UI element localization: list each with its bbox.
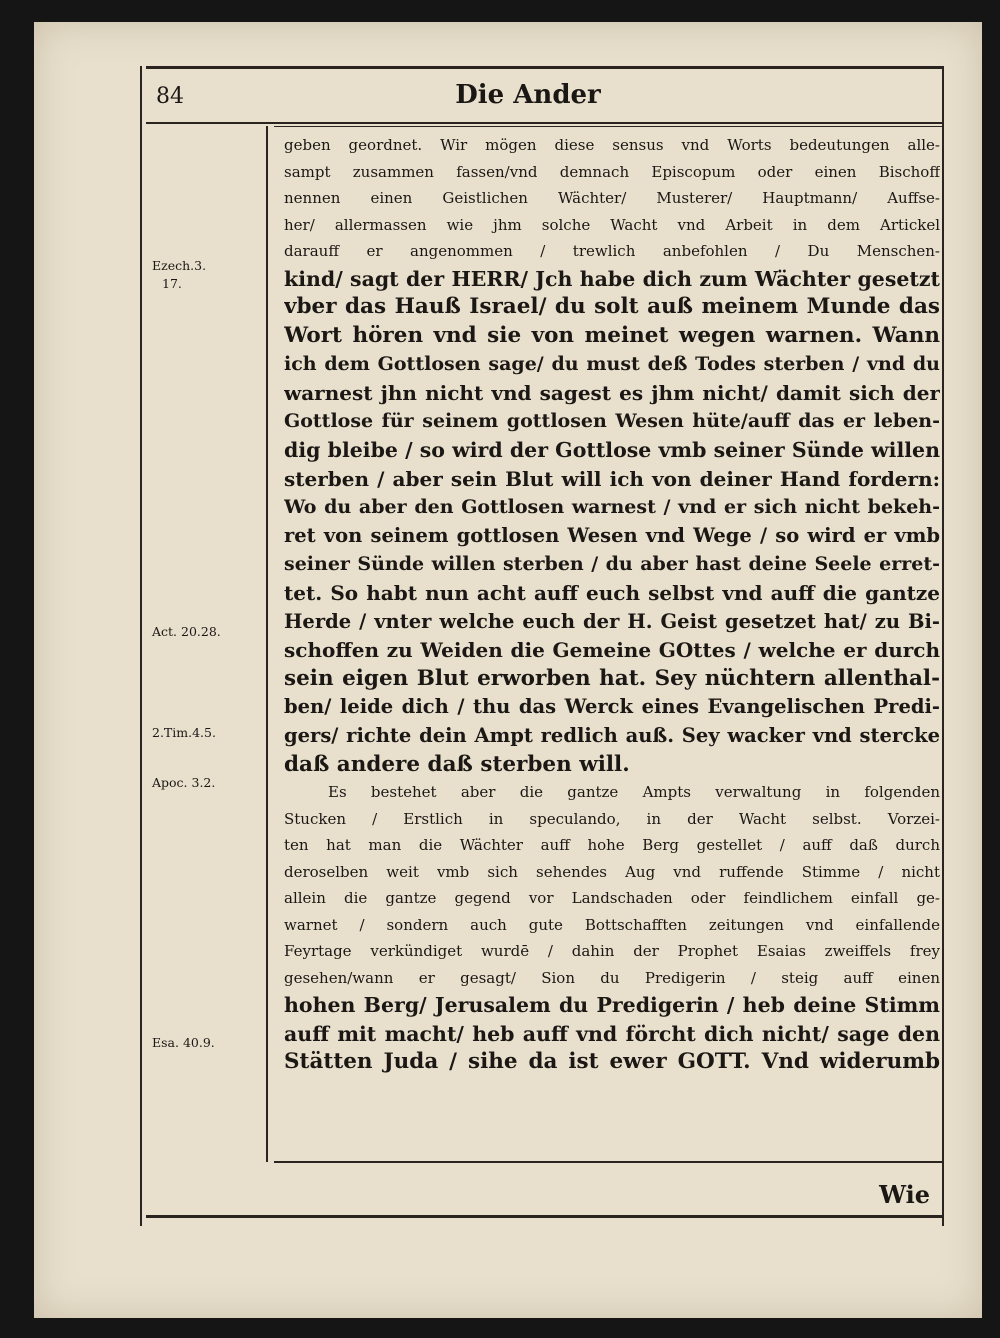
text-line: deroselben weit vmb sich sehendes Aug vnd ruffende Stimme / nicht [284, 862, 940, 881]
text-line: Es bestehet aber die gantze Ampts verwaltung in folgenden [328, 783, 940, 802]
body-text [284, 132, 940, 1077]
text-line: allein die gantze gegend vor Landschaden oder feindlichem einfall ge- [284, 889, 940, 908]
margin-note-timothy: 2.Tim.4.5. [152, 725, 216, 740]
book-page [34, 22, 982, 1318]
text-line: Gottlose für seinem gottlosen Wesen hüte/auff das er leben- [284, 410, 940, 433]
right-rule [942, 66, 944, 1226]
text-line: sein eigen Blut erworben hat. Sey nüchtern allenthal- [284, 665, 940, 691]
text-line: tet. So habt nun acht auff euch selbst vnd auff die gantze [284, 581, 940, 606]
header-rule-secondary [274, 126, 944, 127]
text-line: Wort hören vnd sie von meinet wegen warnen. Wann [284, 322, 940, 348]
text-line: hohen Berg/ Jerusalem du Predigerin / heb deine Stimm [284, 993, 940, 1018]
text-line: seiner Sünde willen sterben / du aber hast deine Seele erret- [284, 553, 940, 576]
text-line: vber das Hauß Israel/ du solt auß meinem Munde das [284, 294, 940, 320]
text-line: ten hat man die Wächter auff hohe Berg gestellet / auff daß durch [284, 836, 940, 855]
margin-note-apocalypse: Apoc. 3.2. [152, 775, 216, 790]
text-line: geben geordnet. Wir mögen diese sensus vnd Worts bedeutungen alle- [284, 136, 940, 154]
page-number: 84 [156, 84, 184, 109]
text-line: ben/ leide dich / thu das Werck eines Evangelischen Predi- [284, 695, 940, 719]
left-rule [140, 66, 142, 1226]
text-line: Stucken / Erstlich in speculando, in der Wacht selbst. Vorzei- [284, 809, 940, 828]
margin-note-ezech-verse: 17. [162, 276, 182, 291]
text-line: warnet / sondern auch gute Bottschafften zeitungen vnd einfallende [284, 915, 940, 934]
text-line: ich dem Gottlosen sage/ du must deß Todes sterben / vnd du [284, 353, 940, 376]
text-line: ret von seinem gottlosen Wesen vnd Wege / so wird er vmb [284, 523, 940, 547]
text-line: schoffen zu Weiden die Gemeine GOttes / welche er durch [284, 638, 940, 663]
text-line: her/ allermassen wie jhm solche Wacht vnd Arbeit in dem Artickel [284, 215, 940, 234]
text-line: Stätten Juda / sihe da ist ewer GOTT. Vnd widerumb [284, 1049, 940, 1075]
text-line: dig bleibe / so wird der Gottlose vmb seiner Sünde willen [284, 438, 940, 463]
margin-note-acts: Act. 20.28. [152, 624, 221, 639]
text-line: gesehen/wann er gesagt/ Sion du Predigerin / steig auff einen [284, 968, 940, 987]
text-line: auff mit macht/ heb auff vnd förcht dich nicht/ sage den [284, 1021, 940, 1046]
margin-note-ezech: Ezech.3. [152, 258, 207, 273]
text-line: sampt zusammen fassen/vnd demnach Episcopum oder einen Bischoff [284, 162, 940, 181]
header-rule [146, 122, 944, 124]
text-line: gers/ richte dein Ampt redlich auß. Sey wacker vnd stercke [284, 724, 940, 747]
text-line: daß andere daß sterben will. [284, 751, 630, 777]
text-line: sterben / aber sein Blut will ich von deiner Hand fordern: [284, 466, 940, 491]
catchword: Wie [879, 1180, 930, 1209]
running-title: Die Ander [455, 80, 601, 110]
bottom-rule [146, 1215, 944, 1218]
top-rule [146, 66, 944, 69]
text-line: Feyrtage verkündiget wurdē / dahin der Prophet Esaias zweiffels frey [284, 942, 940, 961]
footer-rule [274, 1161, 944, 1163]
text-line: Wo du aber den Gottlosen warnest / vnd er sich nicht bekeh- [284, 496, 940, 519]
text-line: Herde / vnter welche euch der H. Geist gesetzet hat/ zu Bi- [284, 609, 940, 633]
text-line: kind/ sagt der HERR/ Jch habe dich zum Wächter gesetzt [284, 266, 940, 291]
text-line: darauff er angenommen / trewlich anbefohlen / Du Menschen- [284, 242, 940, 260]
text-line: nennen einen Geistlichen Wächter/ Musterer/ Hauptmann/ Auffse- [284, 189, 940, 207]
text-line: warnest jhn nicht vnd sagest es jhm nicht/ damit sich der [284, 380, 940, 405]
margin-note-esaias: Esa. 40.9. [152, 1035, 215, 1050]
